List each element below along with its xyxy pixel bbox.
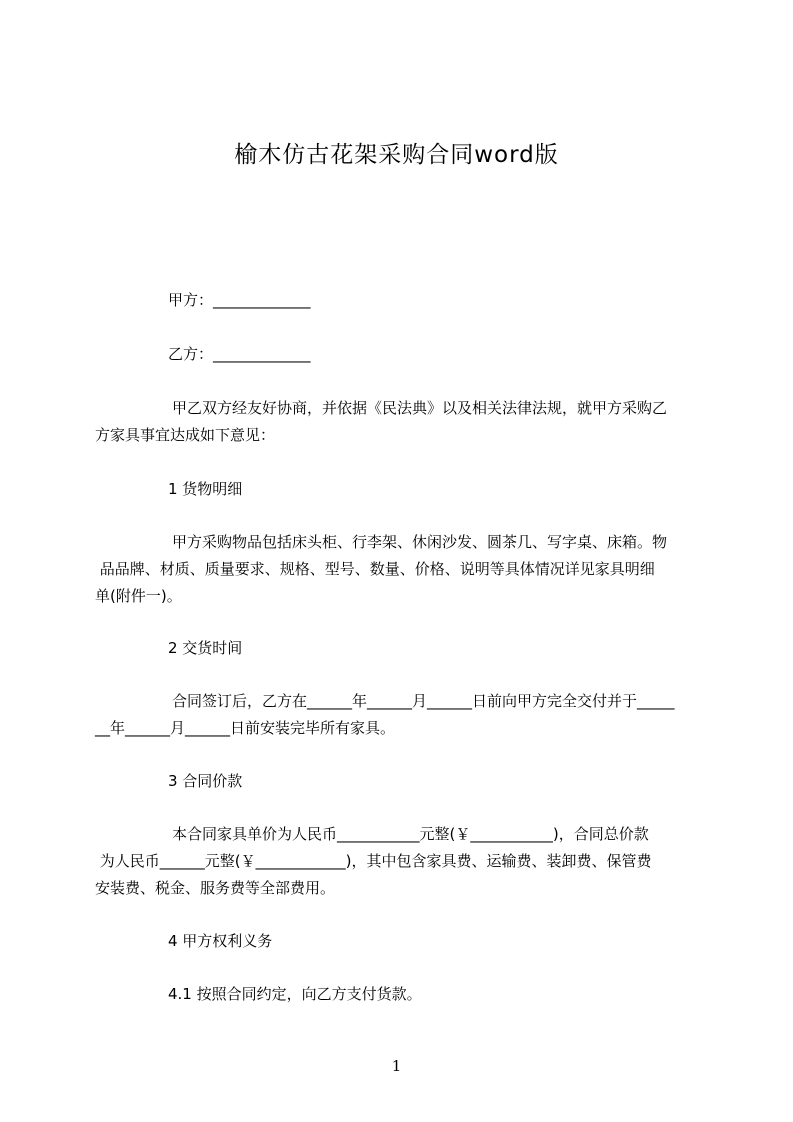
price-paragraph-line: 安装费、税金、服务费等全部费用。	[95, 879, 336, 897]
goods-paragraph-line: 品品牌、材质、质量要求、规格、型号、数量、价格、说明等具体情况详见家具明细	[95, 560, 655, 578]
goods-paragraph-line: 单(附件一)。	[95, 587, 182, 605]
party-b-field: 乙方：_____________	[168, 345, 311, 363]
goods-paragraph-line: 甲方采购物品包括床头柜、行李架、休闲沙发、圆茶几、写字桌、床箱。物	[172, 533, 668, 551]
section-heading-goods: 1 货物明细	[168, 480, 243, 498]
delivery-paragraph-line: 合同签订后，乙方在______年______月______日前向甲方完全交付并于_____	[172, 692, 675, 710]
party-a-field: 甲方：_____________	[168, 291, 311, 309]
page-number: 1	[391, 1057, 402, 1075]
document-title: 榆木仿古花架采购合同word版	[234, 142, 559, 168]
section-heading-party-a-rights: 4 甲方权利义务	[168, 932, 273, 950]
section-heading-delivery: 2 交货时间	[168, 639, 243, 657]
rights-clause-line: 4.1 按照合同约定，向乙方支付货款。	[168, 985, 422, 1003]
delivery-paragraph-line: __年______月______日前安装完毕所有家具。	[95, 719, 396, 737]
price-paragraph-line: 本合同家具单价为人民币___________元整(￥___________)，合同总价款	[172, 825, 649, 843]
section-heading-price: 3 合同价款	[168, 772, 243, 790]
intro-paragraph-line: 方家具事宜达成如下意见：	[95, 426, 276, 444]
price-paragraph-line: 为人民币______元整(￥____________)，其中包含家具费、运输费、装卸费、保管费	[95, 852, 652, 870]
intro-paragraph-line: 甲乙双方经友好协商，并依据《民法典》以及相关法律法规，就甲方采购乙	[172, 399, 668, 417]
